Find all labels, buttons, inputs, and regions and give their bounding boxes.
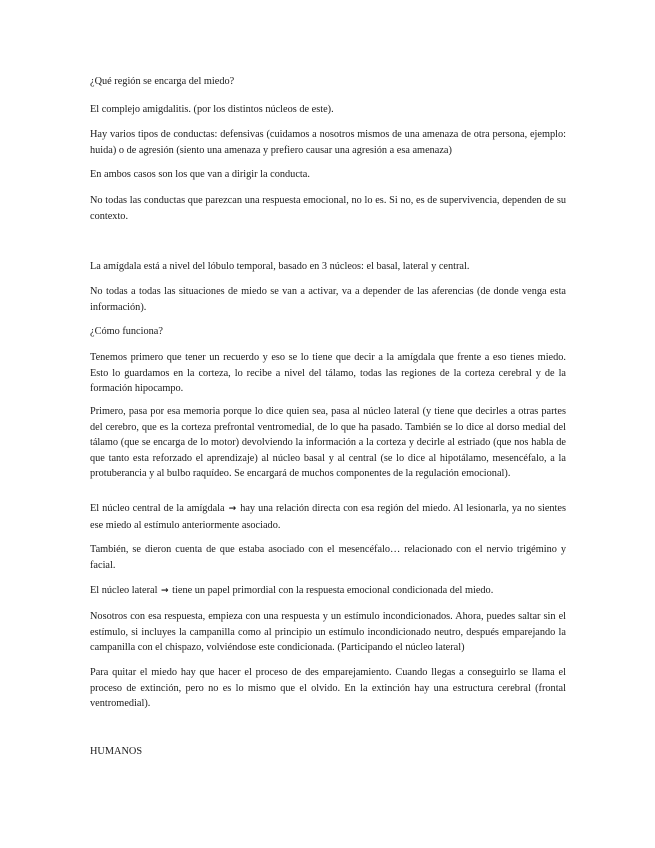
paragraph-rest: hay una relación directa con esa región del miedo. Al lesionarla, ya no sientes ese miedo al estímulo anteriormente asociado.	[90, 503, 566, 531]
paragraph: En ambos casos son los que van a dirigir la conducta.	[90, 169, 310, 180]
paragraph-lead: El núcleo lateral	[90, 585, 158, 596]
arrow-icon: →	[161, 586, 169, 596]
paragraph: Hay varios tipos de conductas: defensivas (cuidamos a nosotros mismos de una amenaza de otra persona, ejemplo: huida) o de agresión (siento una amenaza y prefiero causar una agresión a esa amenaza)	[90, 129, 566, 156]
paragraph	[90, 501, 566, 533]
paragraph: El complejo amigdalitis. (por los distintos núcleos de este).	[90, 104, 334, 115]
paragraph	[90, 583, 566, 600]
paragraph: También, se dieron cuenta de que estaba asociado con el mesencéfalo… relacionado con el nervio trigémino y facial.	[90, 544, 566, 571]
paragraph: No todas a todas las situaciones de miedo se van a activar, va a depender de las aferencias (de donde venga esta información).	[90, 286, 566, 313]
paragraph: Primero, pasa por esa memoria porque lo dice quien sea, pasa al núcleo lateral (y tiene que decirles a otras partes del cerebro, que es la corteza prefrontal ventromedial, de lo que ha pasado. También se lo dice al dorso medial del tálamo (que se encarga de lo motor) devolviendo la información a la corteza y decirle al estriado (que nos habla de que tanto esta reforzado el aprendizaje) al núcleo basal y al central (se lo dice al hipotálamo, mesencéfalo, a la protuberancia y al bulbo raquídeo. Se encargará de muchos componentes de la regulación emocional).	[90, 406, 566, 479]
paragraph-rest: tiene un papel primordial con la respuesta emocional condicionada del miedo.	[172, 585, 494, 596]
paragraph: Para quitar el miedo hay que hacer el proceso de des emparejamiento. Cuando llegas a conseguirlo se llama el proceso de extinción, pero no es lo mismo que el olvido. En la extinción hay una estructura cerebral (frontal ventromedial).	[90, 667, 566, 709]
section-heading: HUMANOS	[90, 746, 143, 757]
paragraph: No todas las conductas que parezcan una respuesta emocional, no lo es. Si no, es de supervivencia, dependen de su contexto.	[90, 195, 566, 222]
question-heading: ¿Cómo funciona?	[90, 326, 163, 337]
paragraph: Nosotros con esa respuesta, empieza con una respuesta y un estímulo incondicionados. Ahora, puedes saltar sin el estímulo, si incluyes la campanilla como al principio un estímulo incondicionado neutro, después emparejando la campanilla con el chispazo, volviéndose este condicionada. (Participando el núcleo lateral)	[90, 611, 566, 653]
paragraph: La amígdala está a nivel del lóbulo temporal, basado en 3 núcleos: el basal, lateral y central.	[90, 261, 470, 272]
arrow-icon: →	[228, 504, 237, 514]
paragraph: Tenemos primero que tener un recuerdo y eso se lo tiene que decir a la amígdala que frente a eso tienes miedo. Esto lo guardamos en la corteza, lo recibe a nivel del tálamo, todas las regiones de la corteza cerebral y de la formación hipocampo.	[90, 352, 566, 394]
paragraph-lead: El núcleo central de la amígdala	[90, 503, 225, 514]
question-heading: ¿Qué región se encarga del miedo?	[90, 76, 235, 87]
